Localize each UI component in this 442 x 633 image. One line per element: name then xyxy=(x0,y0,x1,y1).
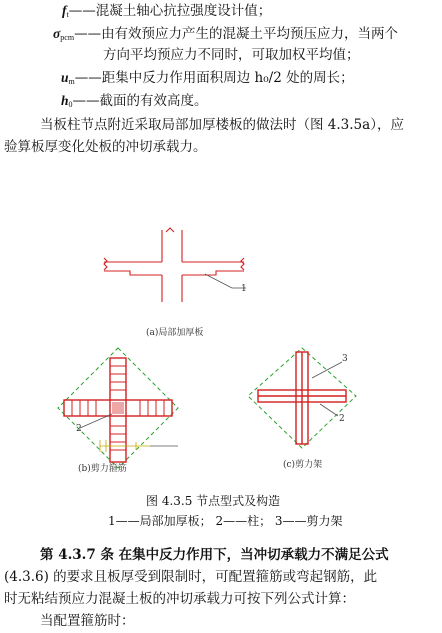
caption-c: (c)剪力架 xyxy=(283,460,323,470)
def-sigma-pcm: $\sigma_{pcm}——$由有效预应力产生的混凝土平均预压应力，当两个 xyxy=(53,26,399,42)
para1-line2: 验算板厚变化处板的冲切承载力。 xyxy=(4,139,207,155)
figure-legend: 1——局部加厚板； 2——柱； 3——剪力架 xyxy=(108,514,343,528)
caption-b: (b)剪力箍筋 xyxy=(78,464,127,474)
figure-title: 图 4.3.5 节点型式及构造 xyxy=(146,494,281,508)
label-3: 3 xyxy=(342,354,348,364)
def-um: $u_m——$距集中反力作用面积周边 h₀/2 处的周长； xyxy=(61,70,354,86)
label-2c: 2 xyxy=(339,414,345,424)
symbol-ft: $f_t$ xyxy=(62,3,69,19)
para1-line1: 当板柱节点附近采取局部加厚楼板的做法时（图 4.3.5a），应 xyxy=(40,117,404,133)
para2-line2: (4.3.6) 的要求且板厚受到限制时，可配置箍筋或弯起钢筋，此 xyxy=(4,569,378,585)
symbol-um: $u_m$ xyxy=(61,70,75,86)
def-ft: $f_t——$混凝土轴心抗拉强度设计值； xyxy=(62,3,272,19)
label-1: 1 xyxy=(241,284,247,294)
symbol-h0: $h_0$ xyxy=(61,93,73,109)
caption-a: (a)局部加厚板 xyxy=(146,328,204,338)
para2-line3: 时无粘结预应力混凝土板的冲切承载力可按下列公式计算： xyxy=(4,591,355,607)
label-2b: 2 xyxy=(76,424,82,434)
para2-line1: 第 4.3.7 条 在集中反力作用下，当冲切承载力不满足公式 xyxy=(40,547,389,563)
symbol-sigma: $\sigma_{pcm}$ xyxy=(53,26,75,42)
def-sigma-cont: 方向平均预应力不同时，可取加权平均值； xyxy=(103,47,360,63)
para2-line4: 当配置箍筋时： xyxy=(40,613,135,629)
def-h0: $h_0——$截面的有效高度。 xyxy=(61,93,208,109)
